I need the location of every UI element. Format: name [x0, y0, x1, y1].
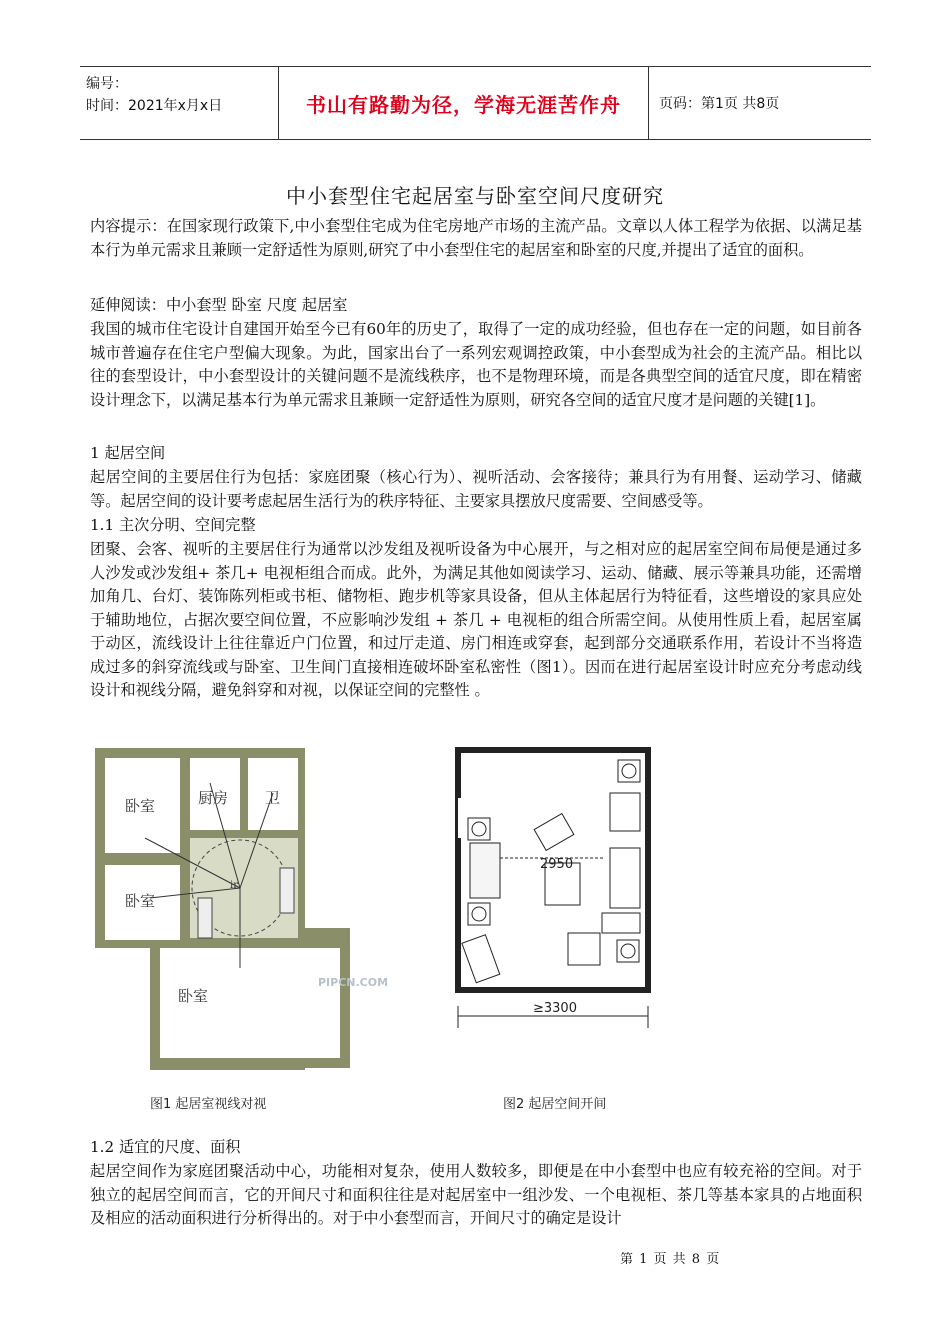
motto: 书山有路勤为径，学海无涯苦作舟 [306, 92, 621, 117]
fig2-dim-inner: 2950 [540, 857, 574, 872]
header-table [80, 66, 871, 140]
page-info: 页码：第1页 共8页 [659, 96, 780, 112]
header-motto-cell [278, 67, 649, 139]
page-footer: 第 1 页 共 8 页 [620, 1252, 721, 1267]
figure-1-caption: 图1 起居室视线对视 [150, 1097, 267, 1112]
fig1-room-1: 卧室 [125, 797, 156, 815]
fig1-room-5: 卧室 [178, 987, 209, 1005]
fig1-room-3: 卫 [265, 789, 281, 807]
intro-paragraph: 我国的城市住宅设计自建国开始至今已有60年的历史了，取得了一定的成功经验，但也存在一定的问题，如目前各城市普遍存在住宅户型偏大现象。为此，国家出台了一系列宏观调控政策，中小套型成为社会的主流产品。相比以往的套型设计，中小套型设计的关键问题不是流线秩序，也不是物理环境，而是各典型空间的适宜尺度，即在精密设计理念下，以满足基本行为单元需求且兼顾一定舒适性为原则，研究各空间的适宜尺度才是问题的关键[1]。 [90, 320, 862, 409]
fig1-room-4: 卧室 [125, 892, 156, 910]
fig1-watermark: PIPCN.COM [318, 976, 389, 989]
section-1-heading: 1 起居空间 [90, 444, 166, 462]
section-1-2-heading: 1.2 适宜的尺度、面积 [90, 1138, 241, 1156]
fig2-dim-outer: ≥3300 [533, 1001, 577, 1016]
section-1-1-heading: 1.1 主次分明、空间完整 [90, 516, 256, 534]
section-1-text: 起居空间的主要居住行为包括：家庭团聚（核心行为）、视听活动、会客接待；兼具行为有用餐、运动学习、储藏等。起居空间的设计要考虑起居生活行为的秩序特征、主要家具摆放尺度需要、空间感受等。 [90, 468, 862, 510]
figure-2-caption: 图2 起居空间开间 [503, 1097, 607, 1112]
keywords: 延伸阅读：中小套型 卧室 尺度 起居室 [90, 296, 348, 314]
section-1-2-text: 起居空间作为家庭团聚活动中心，功能相对复杂，使用人数较多，即便是在中小套型中也应有较充裕的空间。对于独立的起居空间而言，它的开间尺寸和面积往往是对起居室中一组沙发、一个电视柜、茶几等基本家具的占地面积及相应的活动面积进行分析得出的。对于中小套型而言，开间尺寸的确定是设计 [90, 1162, 862, 1227]
date-label: 时间：2021年x月x日 [86, 98, 223, 114]
fig1-room-2: 厨房 [198, 789, 229, 807]
figure-2-plan [458, 750, 648, 1112]
figures [90, 738, 860, 1128]
header-meta [80, 67, 278, 139]
number-label: 编号： [86, 76, 128, 92]
abstract: 内容提示：在国家现行政策下,中小套型住宅成为住宅房地产市场的主流产品。文章以人体工程学为依据、以满足基本行为单元需求且兼顾一定舒适性为原则,研究了中小套型住宅的起居室和卧室的尺度,并提出了适宜的面积。 [90, 217, 862, 259]
figure-1-plan [95, 748, 388, 1112]
svg-text:ir: ir [230, 880, 238, 891]
document-title: 中小套型住宅起居室与卧室空间尺度研究 [286, 184, 664, 208]
section-1-1-text: 团聚、会客、视听的主要居住行为通常以沙发组及视听设备为中心展开，与之相对应的起居室空间布局便是通过多人沙发或沙发组+ 茶几+ 电视柜组合而成。此外，为满足其他如阅读学习、运动、储藏、展示等兼具功能，还需增加角几、台灯、装饰陈列柜或书柜、储物柜、跑步机等家具设备，但从主体起居行为特征看，这些增设的家具应处于辅助地位，占据次要空间位置，不应影响沙发组 + 茶几 + 电视柜的组合所需空间。从使用性质上看，起居室属于动区，流线设计上往往靠近户门位置，和过厅走道、房门相连或穿套，起到部分交通联系作用，若设计不当将造成过多的斜穿流线或与卧室、卫生间门直接相连破坏卧室私密性（图1）。因而在进行起居室设计时应充分考虑动线设计和视线分隔，避免斜穿和对视，以保证空间的完整性 。 [90, 540, 862, 699]
